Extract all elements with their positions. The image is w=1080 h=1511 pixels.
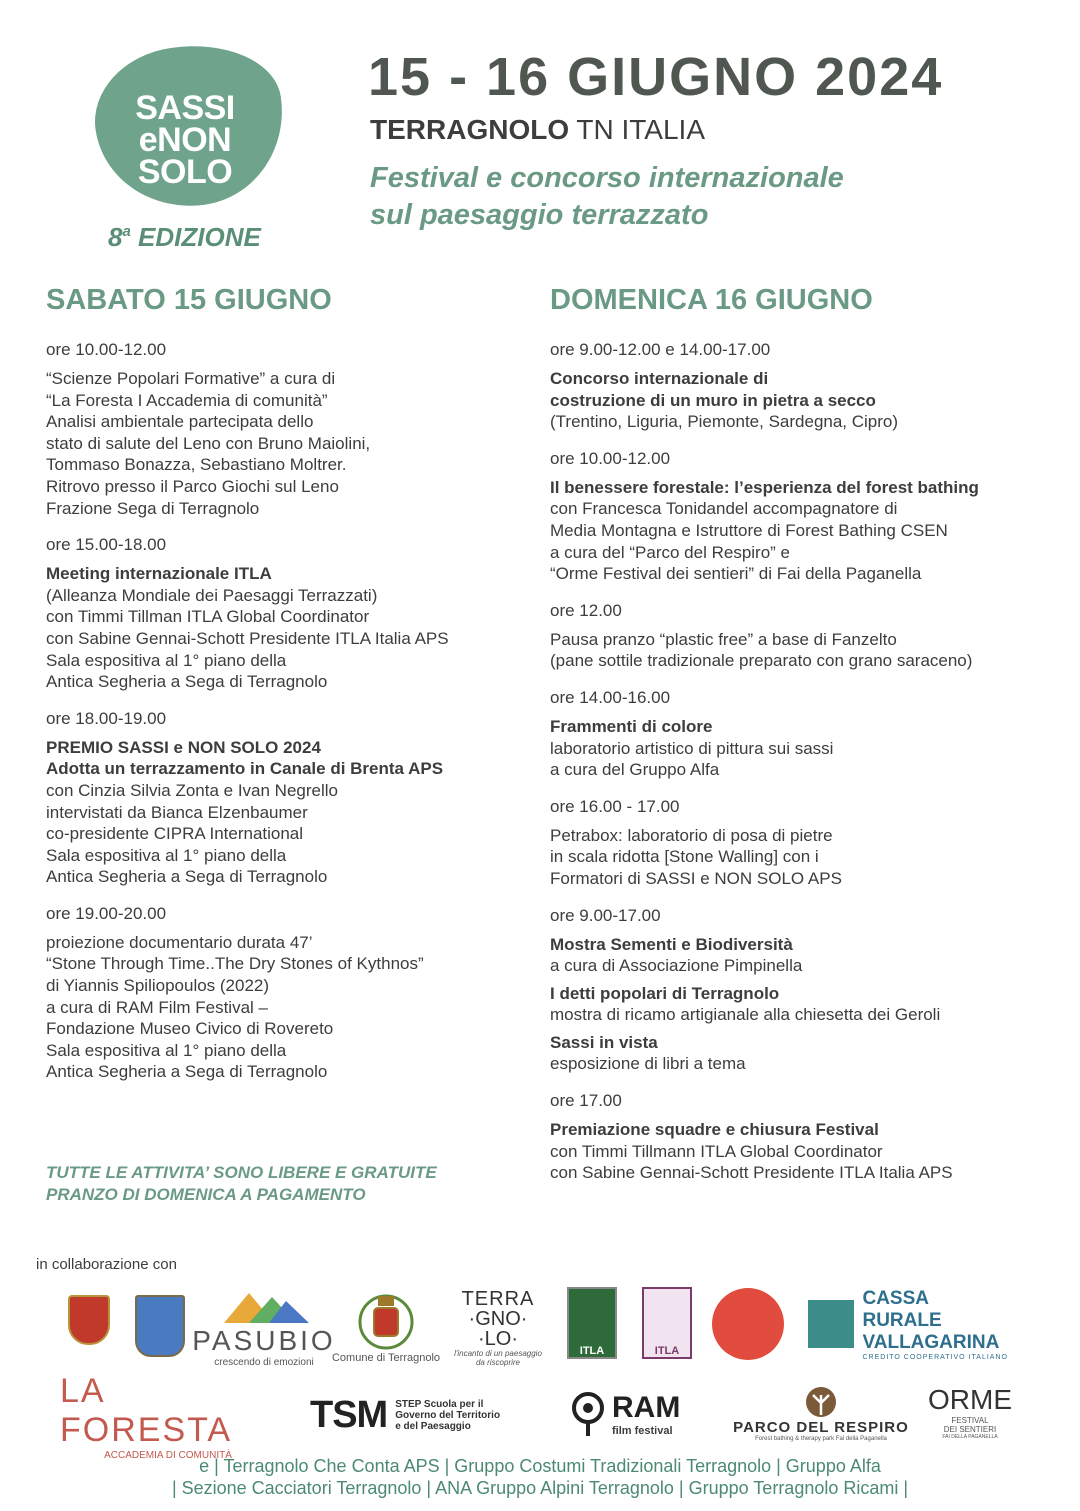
step-line-3: e del Paesaggio [395, 1420, 471, 1432]
ram-name: RAM [612, 1391, 681, 1424]
event-line: con Sabine Gennai-Schott Presidente ITLA Italia APS [550, 1163, 953, 1183]
orme-festival-logo [928, 1376, 1012, 1448]
event-block [550, 1090, 1060, 1184]
event-line: “Orme Festival dei sentieri” di Fai della Paganella [550, 564, 922, 584]
event-line: con Timmi Tillman ITLA Global Coordinator [46, 607, 370, 627]
event-line: mostra di ricamo artigianale alla chiesetta dei Geroli [550, 1005, 941, 1025]
logo-line-2: eNON [138, 121, 232, 159]
event-line: Tommaso Bonazza, Sebastiano Moltrer. [46, 455, 347, 475]
event-line: Petrabox: laboratorio di posa di pietre [550, 825, 833, 845]
step-line-1: STEP Scuola per il [395, 1398, 484, 1410]
event-line: a cura di RAM Film Festival – [46, 997, 268, 1017]
event-line: Antica Segheria a Sega di Terragnolo [46, 867, 328, 887]
event-time: ore 15.00-18.00 [46, 535, 167, 555]
saturday-column [46, 284, 536, 1098]
event-line: Media Montagna e Istruttore di Forest Bathing CSEN [550, 520, 948, 540]
event-block [550, 600, 1060, 672]
tsm-name: TSM [310, 1393, 388, 1436]
itla-italia-logo [640, 1286, 694, 1360]
parco-del-respiro-logo [730, 1378, 912, 1448]
itla-italia-icon [642, 1287, 692, 1359]
terragnolo-logo-line-2: ·GNO· [468, 1308, 528, 1330]
event-line: “Scienze Popolari Formative” a cura di [46, 369, 336, 388]
event-block [550, 905, 1060, 1076]
event-title: Mostra Sementi e Biodiversità [550, 934, 793, 954]
event-line: proiezione documentario durata 47’ [46, 932, 313, 952]
cassa-line-1: CASSA RURALE [862, 1287, 942, 1331]
tagline-line-2: sul paesaggio terrazzato [370, 199, 709, 231]
scuola-pietra-secco-logo [710, 1286, 786, 1362]
event-line: a cura di Associazione Pimpinella [550, 956, 803, 976]
note-paid: PRANZO DI DOMENICA A PAGAMENTO [46, 1185, 366, 1204]
tagline-line-1: Festival e concorso internazionale [370, 162, 844, 194]
orme-name: ORME [928, 1383, 1012, 1415]
event-title: Sassi in vista [550, 1032, 658, 1052]
event-line: “Stone Through Time..The Dry Stones of Kythnos” [46, 954, 424, 974]
location [370, 114, 705, 146]
comune-terragnolo-logo [330, 1284, 442, 1370]
orme-tagline-3: FAI DELLA PAGANELLA [942, 1433, 998, 1440]
partners-line-1: e | Terragnolo Che Conta APS | Gruppo Costumi Tradizionali Terragnolo | Gruppo Alfa [199, 1456, 881, 1476]
event-time: ore 18.00-19.00 [46, 708, 167, 728]
edition-label [108, 222, 261, 253]
cassa-rurale-icon [808, 1300, 854, 1348]
event-line: (Trentino, Liguria, Piemonte, Sardegna, Cipro) [550, 412, 899, 432]
event-time: ore 9.00-12.00 e 14.00-17.00 [550, 340, 771, 359]
trentino-crest-icon [64, 1290, 114, 1350]
event-block [46, 903, 536, 1083]
sunday-column [550, 284, 1060, 1199]
event-line: stato di salute del Leno con Bruno Maiolini, [46, 433, 371, 453]
pasubio-tagline: crescendo di emozioni [214, 1356, 314, 1368]
event-line: intervistati da Bianca Elzenbaumer [46, 802, 308, 822]
comune-name: Comune di Terragnolo [331, 1352, 441, 1364]
event-line: co-presidente CIPRA International [46, 824, 304, 844]
event-line: a cura del “Parco del Respiro” e [550, 542, 791, 562]
tree-icon [803, 1385, 839, 1419]
event-title: costruzione di un muro in pietra a secco [550, 390, 876, 410]
cassa-rurale-text [862, 1288, 1008, 1361]
event-line: “La Foresta I Accademia di comunità” [46, 390, 328, 410]
event-title: I detti popolari di Terragnolo [550, 983, 780, 1003]
event-line: Pausa pranzo “plastic free” a base di Fanzelto [550, 629, 897, 649]
event-line: laboratorio artistico di pittura sui sassi [550, 738, 834, 758]
location-town: TERRAGNOLO [370, 114, 570, 145]
free-activities-notes [46, 1162, 437, 1206]
event-time: ore 14.00-16.00 [550, 687, 671, 707]
event-line: con Francesca Tonidandel accompagnatore di [550, 499, 898, 519]
sunday-heading: DOMENICA 16 GIUGNO [550, 284, 873, 316]
itla-name: ITLA [579, 1345, 605, 1357]
itla-logo [566, 1286, 618, 1360]
event-block [46, 534, 536, 693]
step-line-2: Governo del Territorio [395, 1409, 501, 1421]
event-line: esposizione di libri a tema [550, 1054, 746, 1074]
event-time: ore 10.00-12.00 [550, 448, 671, 468]
event-line: (Alleanza Mondiale dei Paesaggi Terrazzati) [46, 585, 378, 605]
foresta-tagline: ACCADEMIA DI COMUNITÀ [104, 1449, 232, 1461]
foresta-name: LA FORESTA [60, 1371, 233, 1449]
festival-dates: 15 - 16 GIUGNO 2024 [368, 47, 944, 107]
orme-tagline-2: DEI SENTIERI [943, 1424, 997, 1434]
pasubio-name: PASUBIO [192, 1324, 336, 1356]
cassa-line-3: CREDITO COOPERATIVO ITALIANO [862, 1353, 1008, 1361]
comune-crest-icon [357, 1290, 415, 1352]
event-line: Antica Segheria a Sega di Terragnolo [46, 672, 328, 692]
event-line: Ritrovo presso il Parco Giochi sul Leno [46, 476, 339, 496]
event-block [550, 448, 1060, 585]
respiro-tagline: Forest bathing & therapy park Fai della Paganella [755, 1435, 887, 1442]
ram-text [612, 1391, 680, 1437]
note-free: TUTTE LE ATTIVITA’ SONO LIBERE E GRATUITE [46, 1163, 437, 1182]
event-title: Adotta un terrazzamento in Canale di Brenta APS [46, 759, 444, 779]
itla-italia-name: ITLA [654, 1345, 680, 1357]
event-title: Meeting internazionale ITLA [46, 564, 272, 584]
event-line: Antica Segheria a Sega di Terragnolo [46, 1062, 328, 1082]
event-block [550, 796, 1060, 890]
terragnolo-logo-line-1: TERRA [461, 1288, 535, 1310]
event-title: Concorso internazionale di [550, 369, 769, 388]
crest-shield-icon [68, 1295, 110, 1345]
event-title: Premiazione squadre e chiusura Festival [550, 1120, 879, 1140]
edition-text: EDIZIONE [138, 222, 261, 252]
location-region: TN ITALIA [576, 114, 706, 145]
event-block [46, 339, 536, 519]
collab-label: in collaborazione con [36, 1256, 177, 1273]
event-line: Sala espositiva al 1° piano della [46, 650, 287, 670]
vallarsa-crest-icon [130, 1288, 190, 1364]
logo-line-1: SASSI [135, 89, 235, 127]
event-title: PREMIO SASSI e NON SOLO 2024 [46, 737, 321, 757]
event-block [550, 339, 1060, 433]
event-line: con Cinzia Silvia Zonta e Ivan Negrello [46, 780, 338, 800]
saturday-heading: SABATO 15 GIUGNO [46, 284, 332, 316]
event-time: ore 9.00-17.00 [550, 905, 661, 925]
event-title: Frammenti di colore [550, 716, 713, 736]
event-line: Sala espositiva al 1° piano della [46, 1040, 287, 1060]
pasubio-logo [192, 1288, 336, 1368]
event-block [46, 708, 536, 888]
cassa-rurale-logo [808, 1287, 1008, 1361]
ram-film-festival-logo [570, 1386, 692, 1442]
itla-landscape-icon [567, 1287, 617, 1359]
terragnolo-tagline: l'incanto di un paesaggio da riscoprire [454, 1349, 542, 1367]
event-line: Frazione Sega di Terragnolo [46, 498, 260, 518]
step-text [395, 1399, 500, 1432]
event-line: Formatori di SASSI e NON SOLO APS [550, 868, 842, 888]
event-line: di Yiannis Spiliopoulos (2022) [46, 976, 270, 996]
cassa-line-2: VALLAGARINA [862, 1331, 1000, 1353]
event-line: con Sabine Gennai-Schott Presidente ITLA Italia APS [46, 628, 449, 648]
event-time: ore 12.00 [550, 600, 622, 620]
eye-icon [570, 1390, 606, 1438]
event-line: a cura del Gruppo Alfa [550, 760, 720, 780]
ram-tagline: film festival [612, 1425, 673, 1437]
edition-number: 8 [108, 222, 123, 252]
terragnolo-logo-line-3: ·LO· [478, 1328, 518, 1350]
orme-tagline-1: FESTIVAL [951, 1415, 989, 1425]
la-foresta-logo [60, 1371, 276, 1461]
event-line: in scala ridotta [Stone Walling] con i [550, 847, 819, 867]
event-line: Sala espositiva al 1° piano della [46, 845, 287, 865]
event-time: ore 16.00 - 17.00 [550, 796, 680, 816]
crest-shield-icon [135, 1295, 185, 1357]
event-line: (pane sottile tradizionale preparato con grano saraceno) [550, 651, 973, 671]
event-title: Il benessere forestale: l’esperienza del forest bathing [550, 477, 979, 497]
logo-line-3: SOLO [137, 153, 233, 191]
event-time: ore 17.00 [550, 1091, 622, 1111]
event-line: Analisi ambientale partecipata dello [46, 412, 314, 432]
event-time: ore 19.00-20.00 [46, 903, 167, 923]
event-time: ore 10.00-12.00 [46, 340, 167, 359]
event-line: con Timmi Tillmann ITLA Global Coordinator [550, 1141, 883, 1161]
edition-ordinal: a [122, 223, 131, 240]
tsm-step-logo [310, 1390, 546, 1440]
stone-wall-icon [712, 1288, 784, 1360]
tagline [370, 160, 990, 234]
respiro-name: PARCO DEL RESPIRO [733, 1418, 909, 1436]
festival-logo-text [118, 89, 252, 191]
event-block [550, 687, 1060, 781]
event-line: Fondazione Museo Civico di Rovereto [46, 1019, 334, 1039]
terragnolo-logo [448, 1286, 548, 1370]
mountain-icon [214, 1289, 314, 1325]
partners-line-2: | Sezione Cacciatori Terragnolo | ANA Gruppo Alpini Terragnolo | Gruppo Terragnolo Ricami | [171, 1478, 909, 1498]
